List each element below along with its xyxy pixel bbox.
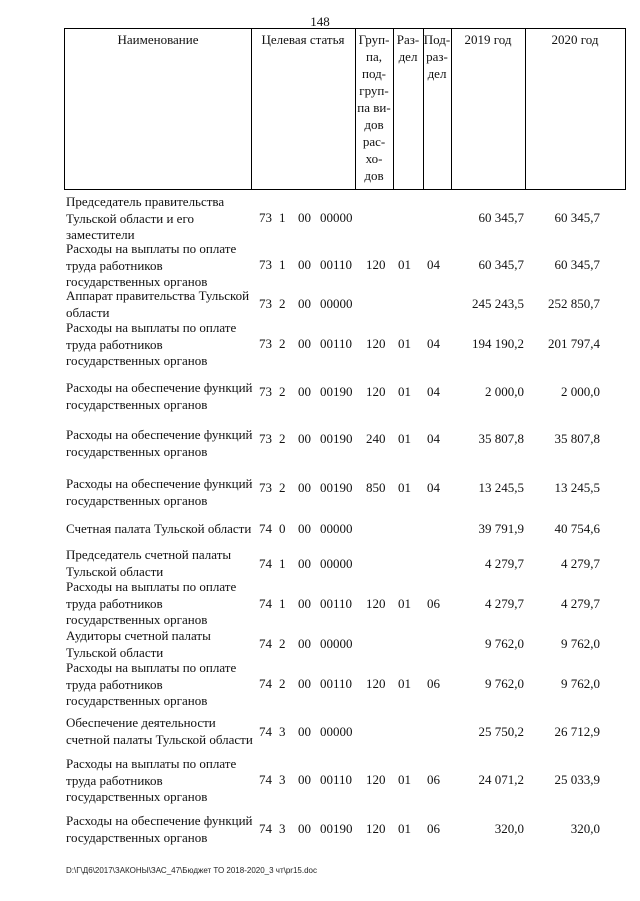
value-2019: 194 190,2 xyxy=(472,336,524,351)
target-part-3: 00 xyxy=(298,431,311,446)
target-part-3: 00 xyxy=(298,724,311,739)
value-2019: 25 750,2 xyxy=(478,724,524,739)
value-2020: 26 712,9 xyxy=(554,724,600,739)
target-part-3: 00 xyxy=(298,336,311,351)
target-part-4: 00190 xyxy=(320,431,353,446)
header-name: Наименование xyxy=(117,32,199,47)
section-code: 01 xyxy=(398,821,411,836)
subsection-code: 06 xyxy=(427,821,440,836)
group-code: 120 xyxy=(366,257,386,272)
target-part-3: 00 xyxy=(298,296,311,311)
section-code: 01 xyxy=(398,431,411,446)
subsection-code: 04 xyxy=(427,480,440,495)
target-part-1: 73 xyxy=(259,257,272,272)
group-code: 120 xyxy=(366,336,386,351)
target-part-1: 74 xyxy=(259,821,272,836)
target-part-2: 2 xyxy=(279,384,286,399)
value-2019: 39 791,9 xyxy=(478,521,524,536)
value-2020: 252 850,7 xyxy=(548,296,600,311)
row-name: Обеспечение деятельности счетной палаты Тульской области xyxy=(66,715,253,747)
header-section: Раз- дел xyxy=(396,32,420,64)
value-2019: 35 807,8 xyxy=(478,431,524,446)
target-part-1: 73 xyxy=(259,296,272,311)
row-name: Расходы на выплаты по оплате труда работников государственных органов xyxy=(66,756,237,804)
row-name: Аудиторы счетной палаты Тульской области xyxy=(66,628,211,660)
value-2019: 60 345,7 xyxy=(478,210,524,225)
target-part-4: 00190 xyxy=(320,480,353,495)
target-part-2: 2 xyxy=(279,296,286,311)
row-name: Расходы на выплаты по оплате труда работников государственных органов xyxy=(66,660,237,708)
subsection-code: 06 xyxy=(427,596,440,611)
value-2019: 4 279,7 xyxy=(485,596,524,611)
value-2020: 9 762,0 xyxy=(561,636,600,651)
row-name: Расходы на выплаты по оплате труда работников государственных органов xyxy=(66,320,237,368)
target-part-2: 3 xyxy=(279,821,286,836)
section-code: 01 xyxy=(398,336,411,351)
value-2019: 9 762,0 xyxy=(485,636,524,651)
target-part-2: 2 xyxy=(279,336,286,351)
row-name: Аппарат правительства Тульской области xyxy=(66,288,250,320)
target-part-3: 00 xyxy=(298,521,311,536)
target-part-2: 1 xyxy=(279,596,286,611)
target-part-1: 74 xyxy=(259,596,272,611)
header-target: Целевая статья xyxy=(261,32,345,47)
row-name: Председатель правительства Тульской области и его заместители xyxy=(66,194,225,242)
section-code: 01 xyxy=(398,596,411,611)
section-code: 01 xyxy=(398,772,411,787)
target-part-2: 2 xyxy=(279,431,286,446)
target-part-1: 74 xyxy=(259,556,272,571)
target-part-2: 2 xyxy=(279,480,286,495)
section-code: 01 xyxy=(398,384,411,399)
header-subsection: Под- раз- дел xyxy=(423,32,451,81)
header-2019: 2019 год xyxy=(464,32,512,47)
row-name: Расходы на выплаты по оплате труда работников государственных органов xyxy=(66,579,237,627)
value-2020: 2 000,0 xyxy=(561,384,600,399)
target-part-1: 73 xyxy=(259,336,272,351)
subsection-code: 04 xyxy=(427,431,440,446)
target-part-4: 00110 xyxy=(320,336,353,351)
value-2020: 40 754,6 xyxy=(554,521,600,536)
target-part-4: 00110 xyxy=(320,596,353,611)
subsection-code: 06 xyxy=(427,676,440,691)
target-part-1: 74 xyxy=(259,676,272,691)
group-code: 120 xyxy=(366,821,386,836)
target-part-4: 00000 xyxy=(320,210,353,225)
value-2020: 13 245,5 xyxy=(554,480,600,495)
section-code: 01 xyxy=(398,480,411,495)
row-name: Расходы на обеспечение функций государственных органов xyxy=(66,813,253,845)
header-2020: 2020 год xyxy=(551,32,599,47)
target-part-1: 73 xyxy=(259,384,272,399)
target-part-3: 00 xyxy=(298,636,311,651)
target-part-1: 74 xyxy=(259,772,272,787)
target-part-2: 1 xyxy=(279,257,286,272)
target-part-3: 00 xyxy=(298,480,311,495)
value-2020: 35 807,8 xyxy=(554,431,600,446)
target-part-3: 00 xyxy=(298,257,311,272)
target-part-4: 00000 xyxy=(320,296,353,311)
value-2019: 4 279,7 xyxy=(485,556,524,571)
row-name: Расходы на выплаты по оплате труда работников государственных органов xyxy=(66,241,237,289)
target-part-4: 00190 xyxy=(320,384,353,399)
value-2020: 25 033,9 xyxy=(554,772,600,787)
subsection-code: 04 xyxy=(427,384,440,399)
target-part-1: 73 xyxy=(259,431,272,446)
section-code: 01 xyxy=(398,676,411,691)
target-part-2: 1 xyxy=(279,210,286,225)
header-group: Груп- па, под- груп- па ви- дов рас- хо- дов xyxy=(357,32,391,183)
subsection-code: 04 xyxy=(427,257,440,272)
subsection-code: 04 xyxy=(427,336,440,351)
group-code: 120 xyxy=(366,676,386,691)
group-code: 240 xyxy=(366,431,386,446)
target-part-1: 74 xyxy=(259,521,272,536)
row-name: Председатель счетной палаты Тульской области xyxy=(66,547,232,579)
target-part-3: 00 xyxy=(298,821,311,836)
file-path-footer: D:\Г\Д6\2017\ЗАКОНЫ\ЗАС_47\Бюджет ТО 2018-2020_3 чт\pr15.doc xyxy=(66,866,317,875)
target-part-3: 00 xyxy=(298,596,311,611)
group-code: 850 xyxy=(366,480,386,495)
subsection-code: 06 xyxy=(427,772,440,787)
value-2020: 60 345,7 xyxy=(554,257,600,272)
group-code: 120 xyxy=(366,596,386,611)
target-part-2: 2 xyxy=(279,676,286,691)
row-name: Счетная палата Тульской области xyxy=(66,521,252,536)
target-part-4: 00110 xyxy=(320,257,353,272)
row-name: Расходы на обеспечение функций государственных органов xyxy=(66,380,253,412)
row-name: Расходы на обеспечение функций государственных органов xyxy=(66,427,253,459)
target-part-4: 00000 xyxy=(320,724,353,739)
value-2020: 60 345,7 xyxy=(554,210,600,225)
group-code: 120 xyxy=(366,384,386,399)
value-2020: 320,0 xyxy=(570,821,600,836)
target-part-3: 00 xyxy=(298,210,311,225)
value-2019: 9 762,0 xyxy=(485,676,524,691)
group-code: 120 xyxy=(366,772,386,787)
target-part-4: 00000 xyxy=(320,556,353,571)
target-part-3: 00 xyxy=(298,772,311,787)
target-part-3: 00 xyxy=(298,384,311,399)
value-2019: 60 345,7 xyxy=(478,257,524,272)
value-2020: 4 279,7 xyxy=(561,556,600,571)
target-part-3: 00 xyxy=(298,556,311,571)
target-part-2: 3 xyxy=(279,772,286,787)
target-part-1: 73 xyxy=(259,480,272,495)
value-2019: 245 243,5 xyxy=(472,296,524,311)
target-part-2: 2 xyxy=(279,636,286,651)
value-2019: 2 000,0 xyxy=(485,384,524,399)
value-2019: 320,0 xyxy=(494,821,524,836)
value-2020: 4 279,7 xyxy=(561,596,600,611)
target-part-2: 3 xyxy=(279,724,286,739)
value-2020: 201 797,4 xyxy=(548,336,600,351)
target-part-4: 00000 xyxy=(320,636,353,651)
section-code: 01 xyxy=(398,257,411,272)
page-number: 148 xyxy=(310,14,330,29)
target-part-4: 00110 xyxy=(320,676,353,691)
target-part-4: 00110 xyxy=(320,772,353,787)
value-2019: 24 071,2 xyxy=(478,772,524,787)
target-part-1: 74 xyxy=(259,724,272,739)
row-name: Расходы на обеспечение функций государственных органов xyxy=(66,476,253,508)
target-part-3: 00 xyxy=(298,676,311,691)
target-part-2: 0 xyxy=(279,521,286,536)
target-part-2: 1 xyxy=(279,556,286,571)
target-part-4: 00000 xyxy=(320,521,353,536)
target-part-1: 73 xyxy=(259,210,272,225)
target-part-4: 00190 xyxy=(320,821,353,836)
value-2020: 9 762,0 xyxy=(561,676,600,691)
target-part-1: 74 xyxy=(259,636,272,651)
value-2019: 13 245,5 xyxy=(478,480,524,495)
